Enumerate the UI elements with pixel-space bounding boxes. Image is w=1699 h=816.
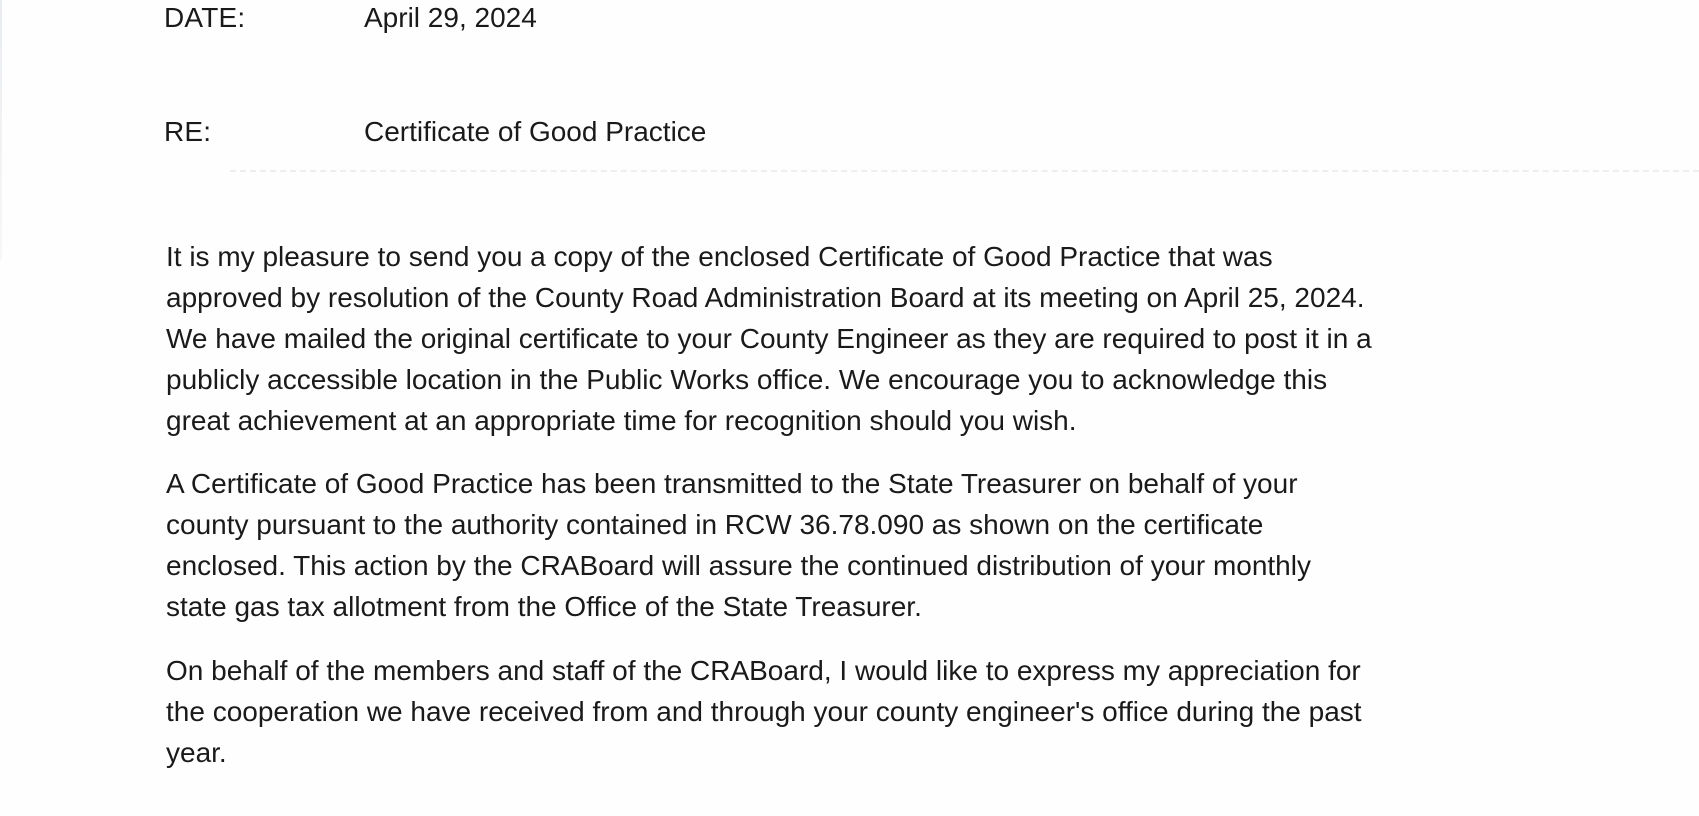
- paragraph-line: year.: [166, 737, 227, 768]
- paragraph-line: On behalf of the members and staff of the CRABoard, I would like to express my appreciation for: [166, 655, 1361, 686]
- header-divider: [230, 170, 1699, 172]
- paragraph-line: approved by resolution of the County Road Administration Board at its meeting on April 25, 2024.: [166, 282, 1365, 313]
- paragraph-line: enclosed. This action by the CRABoard will assure the continued distribution of your monthly: [166, 550, 1311, 581]
- re-label: RE:: [164, 116, 212, 147]
- paragraph-line: A Certificate of Good Practice has been transmitted to the State Treasurer on behalf of your: [166, 468, 1298, 499]
- paragraph-line: great achievement at an appropriate time for recognition should you wish.: [166, 405, 1077, 436]
- paragraph-line: the cooperation we have received from and through your county engineer's office during the past: [166, 696, 1362, 727]
- date-value: April 29, 2024: [364, 2, 537, 33]
- paragraph-line: We have mailed the original certificate to your County Engineer as they are required to post it in a: [166, 323, 1372, 354]
- scan-edge: [0, 0, 2, 260]
- paragraph-transmittal: [166, 463, 1666, 627]
- paragraph-line: publicly accessible location in the Public Works office. We encourage you to acknowledge this: [166, 364, 1328, 395]
- paragraph-intro: [166, 236, 1666, 441]
- re-value: Certificate of Good Practice: [364, 116, 707, 147]
- paragraph-line: county pursuant to the authority contained in RCW 36.78.090 as shown on the certificate: [166, 509, 1264, 540]
- paragraph-line: state gas tax allotment from the Office of the State Treasurer.: [166, 591, 922, 622]
- date-label: DATE:: [164, 2, 246, 33]
- paragraph-appreciation: [166, 650, 1666, 773]
- paragraph-line: It is my pleasure to send you a copy of the enclosed Certificate of Good Practice that was: [166, 241, 1273, 272]
